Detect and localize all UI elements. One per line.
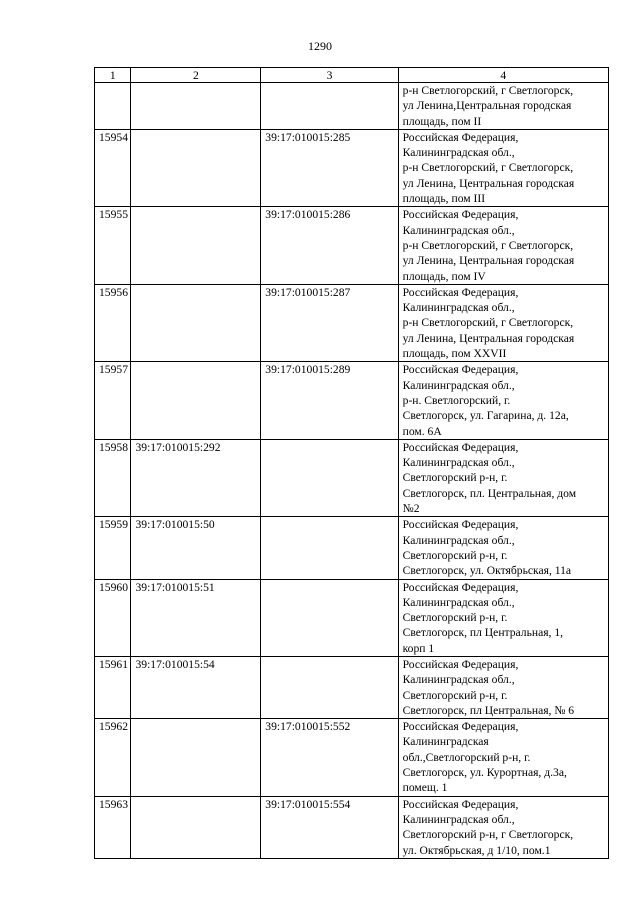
- cadastral-number-col3: [261, 517, 398, 579]
- cadastral-number-col3: [261, 579, 398, 656]
- table-row: [95, 796, 609, 858]
- table-row: [95, 129, 609, 206]
- cadastral-number-col2: [131, 796, 261, 858]
- table-row: [95, 719, 609, 796]
- table-header: [95, 68, 609, 83]
- address-cell: Российская Федерация, Калининградская обл., Светлогорский р-н, г. Светлогорск, пл. Центральная, дом №2: [398, 439, 608, 516]
- header-col-4: 4: [398, 68, 608, 83]
- row-number: 15961: [95, 656, 131, 718]
- row-number: 15957: [95, 362, 131, 439]
- cadastral-number-col3: 39:17:010015:286: [261, 207, 398, 284]
- registry-table: [94, 67, 609, 859]
- cadastral-number-col2: [131, 284, 261, 361]
- address-cell: Российская Федерация, Калининградская обл., Светлогорский р-н, г. Светлогорск, пл Центральная, № 6: [398, 656, 608, 718]
- address-cell: р-н Светлогорский, г Светлогорск, ул Ленина,Центральная городская площадь, пом II: [398, 83, 608, 130]
- address-cell: Российская Федерация, Калининградская обл., Светлогорский р-н, г. Светлогорск, ул. Октябрьская, 11а: [398, 517, 608, 579]
- header-col-1: 1: [95, 68, 131, 83]
- table-row: [95, 362, 609, 439]
- address-cell: Российская Федерация, Калининградская обл., р-н Светлогорский, г Светлогорск, ул Ленина, Центральная городская площадь, пом XXVII: [398, 284, 608, 361]
- row-number: [95, 83, 131, 130]
- cadastral-number-col2: [131, 207, 261, 284]
- row-number: 15954: [95, 129, 131, 206]
- row-number: 15956: [95, 284, 131, 361]
- table-row: [95, 656, 609, 718]
- cadastral-number-col2: [131, 83, 261, 130]
- table-row: [95, 517, 609, 579]
- cadastral-number-col3: [261, 656, 398, 718]
- table-row: [95, 207, 609, 284]
- cadastral-number-col2: [131, 129, 261, 206]
- cadastral-number-col2: 39:17:010015:50: [131, 517, 261, 579]
- header-row: [95, 68, 609, 83]
- cadastral-number-col3: 39:17:010015:289: [261, 362, 398, 439]
- cadastral-number-col3: 39:17:010015:285: [261, 129, 398, 206]
- cadastral-number-col3: [261, 439, 398, 516]
- address-cell: Российская Федерация, Калининградская обл.,Светлогорский р-н, г. Светлогорск, ул. Курортная, д.3а, помещ. 1: [398, 719, 608, 796]
- cadastral-number-col2: 39:17:010015:51: [131, 579, 261, 656]
- cadastral-number-col3: 39:17:010015:552: [261, 719, 398, 796]
- address-cell: Российская Федерация, Калининградская обл., р-н. Светлогорский, г. Светлогорск, ул. Гагарина, д. 12а, пом. 6А: [398, 362, 608, 439]
- header-col-2: 2: [131, 68, 261, 83]
- cadastral-number-col3: 39:17:010015:554: [261, 796, 398, 858]
- row-number: 15963: [95, 796, 131, 858]
- address-cell: Российская Федерация, Калининградская обл., р-н Светлогорский, г Светлогорск, ул Ленина, Центральная городская площадь, пом IV: [398, 207, 608, 284]
- row-number: 15955: [95, 207, 131, 284]
- address-cell: Российская Федерация, Калининградская обл., р-н Светлогорский, г Светлогорск, ул Ленина, Центральная городская площадь, пом III: [398, 129, 608, 206]
- cadastral-number-col2: 39:17:010015:54: [131, 656, 261, 718]
- table-row: [95, 83, 609, 130]
- address-cell: Российская Федерация, Калининградская обл., Светлогорский р-н, г. Светлогорск, пл Центральная, 1, корп 1: [398, 579, 608, 656]
- cadastral-number-col3: 39:17:010015:287: [261, 284, 398, 361]
- table-body: [95, 83, 609, 859]
- table-row: [95, 284, 609, 361]
- cadastral-number-col2: 39:17:010015:292: [131, 439, 261, 516]
- row-number: 15960: [95, 579, 131, 656]
- row-number: 15958: [95, 439, 131, 516]
- table-row: [95, 439, 609, 516]
- cadastral-number-col2: [131, 362, 261, 439]
- row-number: 15962: [95, 719, 131, 796]
- cadastral-number-col2: [131, 719, 261, 796]
- page-number: 1290: [308, 39, 332, 53]
- address-cell: Российская Федерация, Калининградская обл., Светлогорский р-н, г Светлогорск, ул. Октябрьская, д 1/10, пом.1: [398, 796, 608, 858]
- row-number: 15959: [95, 517, 131, 579]
- header-col-3: 3: [261, 68, 398, 83]
- cadastral-number-col3: [261, 83, 398, 130]
- table-row: [95, 579, 609, 656]
